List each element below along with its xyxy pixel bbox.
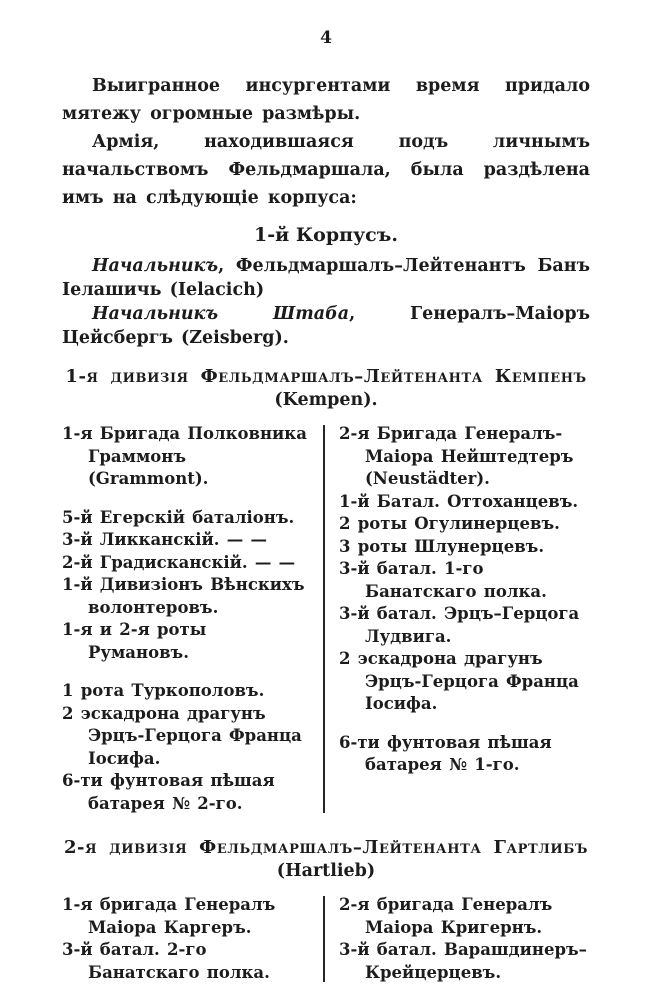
- unit-item: 2-я Бригада Генералъ-Маіора Нейштедтеръ (Neustädter).: [339, 424, 574, 488]
- unit-item: 3 роты Шлунерцевъ.: [339, 536, 545, 556]
- unit-item: 5-й Егерскій баталіонъ.: [62, 507, 295, 527]
- battalion-group: [62, 507, 313, 665]
- unit-item: 1-й Дивизіонъ Вѣнскихъ волонтеровъ.: [62, 575, 305, 617]
- unit-item: 6-ти фунтовая пѣшая батарея № 2-го.: [62, 771, 275, 813]
- brigade-group: [62, 894, 313, 984]
- division2-right-column: [335, 894, 590, 984]
- division2-heading: [62, 837, 590, 884]
- unit-item: 1 рота Туркополовъ.: [62, 681, 265, 700]
- corps-heading: 1-й Корпусъ.: [254, 224, 398, 246]
- column-divider: [323, 896, 325, 982]
- brigade-group: [339, 423, 590, 491]
- division2-heading-text: 2-я дивизія Фельдмаршалъ–Лейтенанта Гартлибъ: [63, 837, 589, 858]
- division1-heading-sub: (Kempen).: [274, 390, 378, 410]
- commander-title: Начальникъ: [92, 256, 219, 276]
- division2-heading-sub: (Hartlieb): [276, 861, 376, 881]
- division1-heading: [62, 366, 590, 413]
- unit-item: 2-й Градисканскій. — —: [62, 552, 296, 572]
- division1-right-column: [335, 423, 590, 815]
- unit-item: 2-я бригада Генералъ Маіора Кригернъ.: [339, 895, 553, 937]
- division1-columns: [62, 423, 590, 815]
- chief-of-staff-name: , Генералъ–Маіоръ Цейсбергъ (Zeisberg).: [62, 304, 590, 348]
- page-number: 4: [320, 28, 332, 48]
- unit-item: 3-й батал. 2-го Банатскаго полка.: [62, 940, 270, 982]
- unit-item: 2 эскадрона драгунъ Эрцъ-Герцога Франца Іосифа.: [339, 649, 579, 713]
- unit-item: 3-й батал. 1-го Банатскаго полка.: [339, 559, 547, 601]
- commander-line: [62, 254, 590, 302]
- division2-columns: [62, 894, 590, 984]
- unit-item: 3-й Ликканскій. — —: [62, 530, 267, 549]
- chief-of-staff-line: [62, 302, 590, 350]
- unit-item: 3-й батал. Варашдинеръ–Крейцерцевъ.: [339, 940, 587, 982]
- brigade-group: [62, 423, 313, 491]
- unit-item: 1-я и 2-я роты Румановъ.: [62, 620, 207, 662]
- division1-heading-text: 1-я дивизія Фельдмаршалъ–Лейтенанта Кемпенъ: [65, 366, 587, 387]
- commander-name: , Фельдмаршалъ–Лейтенантъ Банъ Іелашичь (Ielacich): [62, 256, 590, 300]
- column-divider: [323, 425, 325, 813]
- intro-paragraph-2: Армія, находившаяся подъ личнымъ начальствомъ Фельдмаршала, была раздѣлена имъ на слѣдующіе корпуса:: [62, 132, 590, 208]
- unit-item: 6-ти фунтовая пѣшая батарея № 1-го.: [339, 732, 552, 774]
- unit-item: 1-я бригада Генералъ Маіора Каргеръ.: [62, 895, 276, 937]
- division2-left-column: [62, 894, 319, 984]
- brigade-group: [339, 894, 590, 984]
- chief-of-staff-title: Начальникъ Штаба: [92, 304, 350, 324]
- artillery-group: [339, 732, 590, 777]
- cavalry-artillery-group: [62, 680, 313, 815]
- unit-item: 2 эскадрона драгунъ Эрцъ-Герцога Франца Іосифа.: [62, 703, 302, 768]
- battalion-group: [339, 491, 590, 716]
- intro-paragraph-1: Выигранное инсургентами время придало мятежу огромные размѣры.: [62, 76, 590, 124]
- unit-item: 1-я Бригада Полковника Граммонъ (Grammont).: [62, 424, 307, 488]
- unit-item: 2 роты Огулинерцевъ.: [339, 514, 560, 533]
- division1-left-column: [62, 423, 319, 815]
- unit-item: 3-й батал. Эрцъ–Герцога Лудвига.: [339, 604, 580, 646]
- unit-item: 1-й Батал. Оттоханцевъ.: [339, 491, 579, 511]
